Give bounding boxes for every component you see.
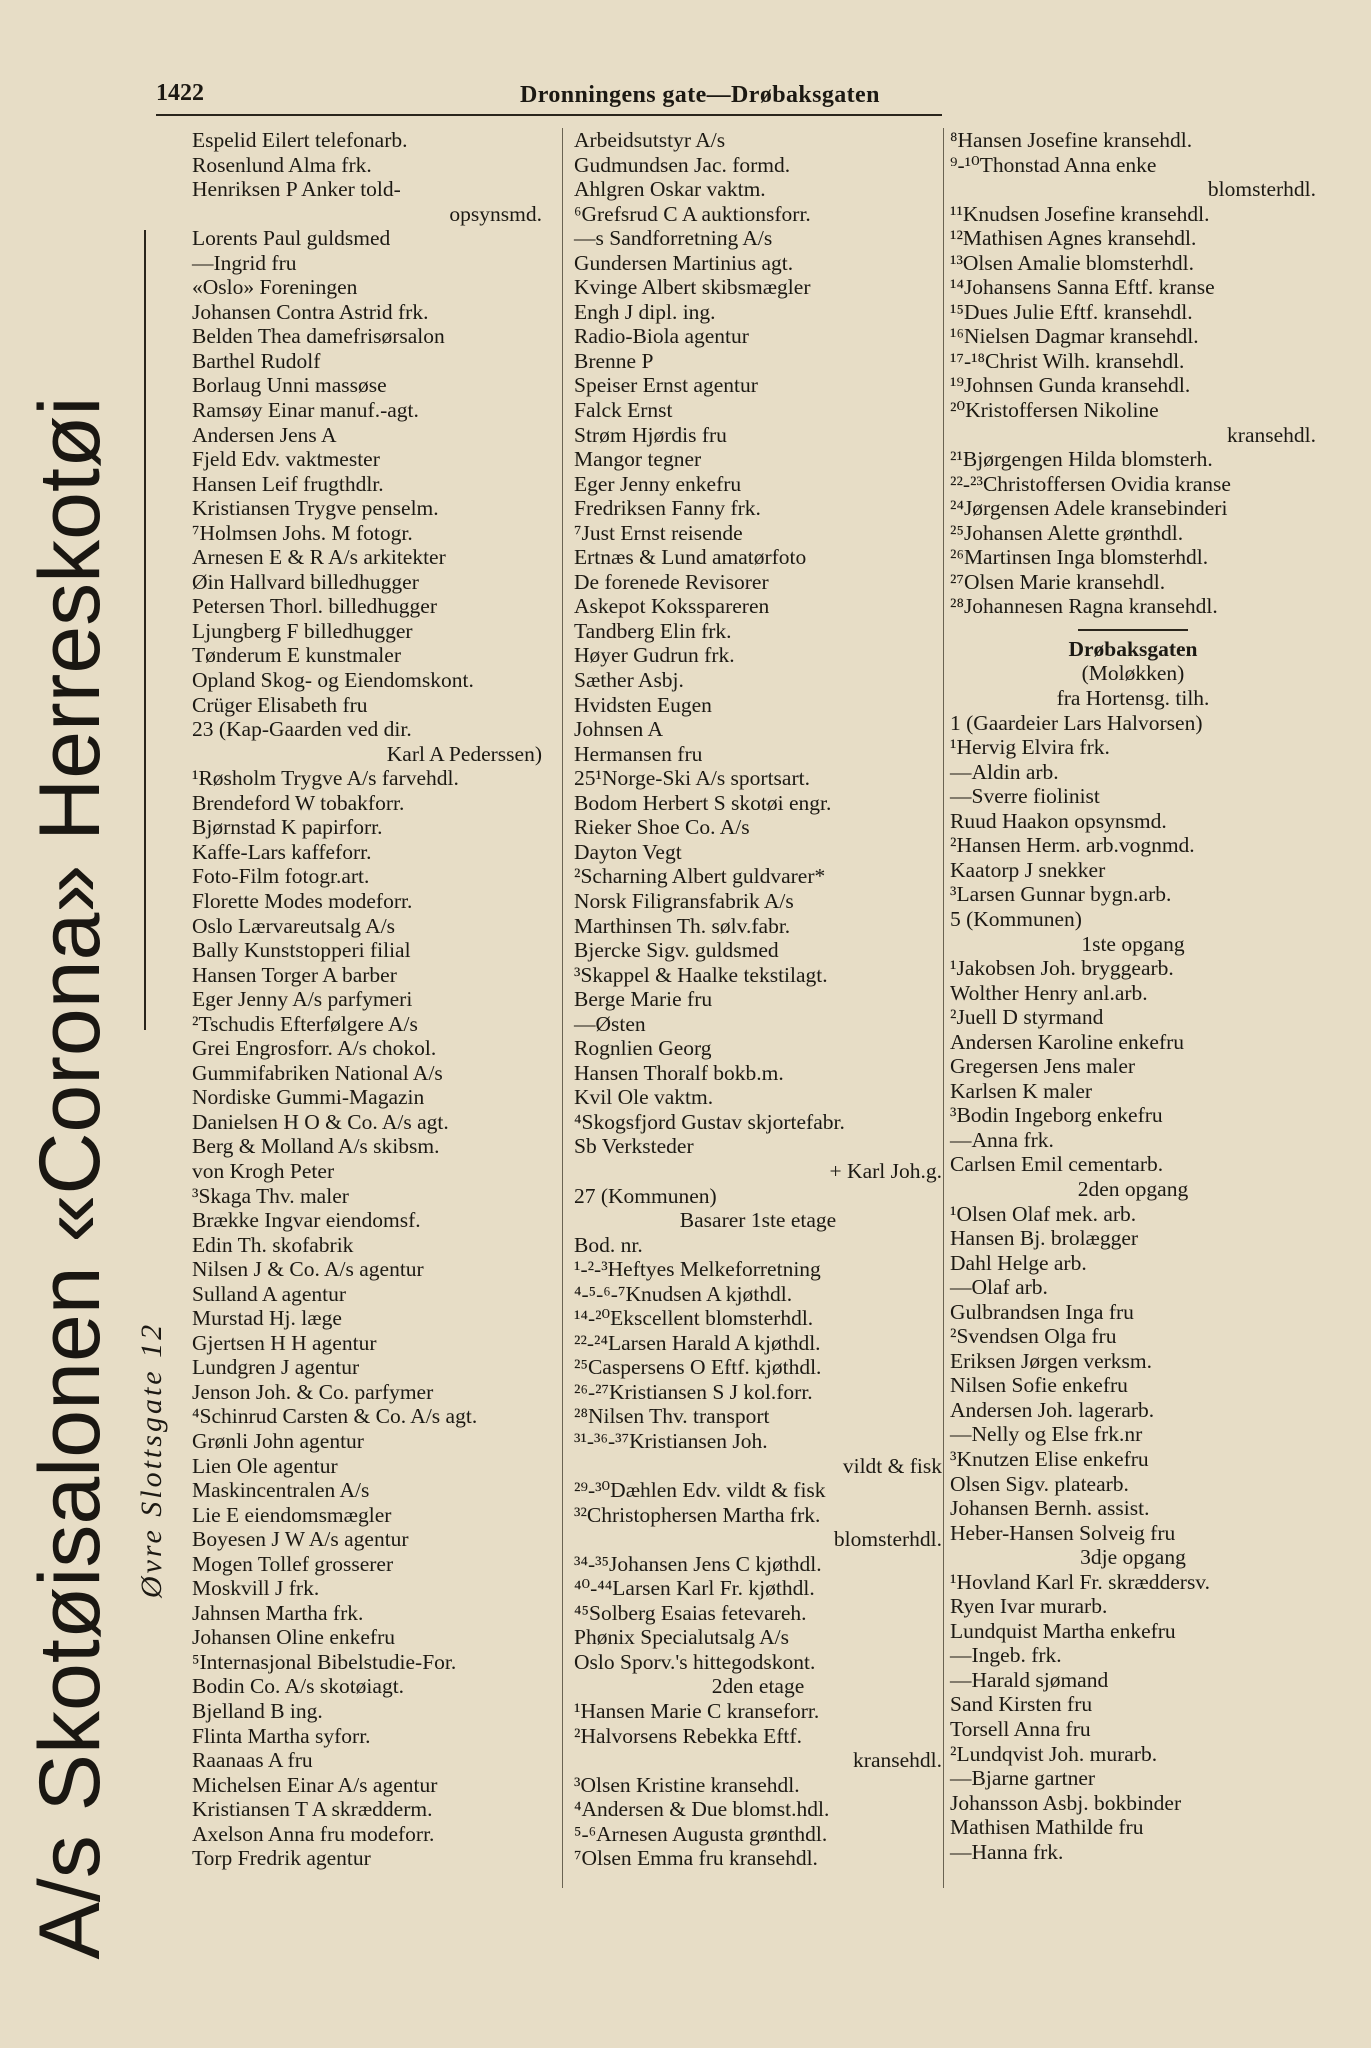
directory-entry: ³Skappel & Haalke tekstilagt. — [574, 962, 828, 987]
directory-entry: ²²-²³Christoffersen Ovidia kranse — [950, 471, 1231, 496]
directory-entry: 2den opgang — [1077, 1176, 1189, 1201]
directory-entry: ¹⁶Nielsen Dagmar kransehdl. — [950, 324, 1199, 349]
directory-entry: Askepot Koksspareren — [574, 594, 770, 619]
directory-entry: ²Juell D styrmand — [950, 1005, 1104, 1030]
directory-entry: Sæther Asbj. — [574, 668, 684, 693]
directory-entry: Kvinge Albert skibsmægler — [574, 275, 811, 300]
directory-entry: ¹³Olsen Amalie blomsterhdl. — [950, 250, 1194, 275]
directory-entry: Barthel Rudolf — [192, 348, 321, 373]
directory-entry: Lundquist Martha enkefru — [950, 1618, 1176, 1643]
directory-entry: ²Tschudis Efterfølgere A/s — [192, 1011, 418, 1036]
directory-entry: Eger Jenny A/s parfymeri — [192, 987, 413, 1012]
directory-entry: Crüger Elisabeth fru — [192, 692, 368, 717]
header-rule — [156, 114, 942, 116]
directory-entry: Andersen Karoline enkefru — [950, 1029, 1185, 1054]
directory-entry: ⁴-⁵-⁶-⁷Knudsen A kjøthdl. — [574, 1281, 793, 1306]
directory-entry: —Bjarne gartner — [950, 1766, 1096, 1791]
directory-entry: Gudmundsen Jac. formd. — [574, 152, 791, 177]
directory-entry: Berge Marie fru — [574, 987, 713, 1012]
directory-entry: Bjørnstad K papirforr. — [192, 815, 383, 840]
directory-entry: ²⁶Martinsen Inga blomsterhdl. — [950, 545, 1209, 570]
directory-entry: Kaffe-Lars kaffeforr. — [192, 839, 372, 864]
directory-entry: Ramsøy Einar manuf.-agt. — [192, 398, 419, 423]
side-advertisement — [0, 0, 168, 2048]
directory-entry: Høyer Gudrun frk. — [574, 643, 735, 668]
directory-entry: Norsk Filigransfabrik A/s — [574, 888, 794, 913]
directory-entry: Torp Fredrik agentur — [192, 1846, 371, 1871]
directory-entry: ¹-²-³Heftyes Melkeforretning — [574, 1257, 821, 1282]
directory-entry: Engh J dipl. ing. — [574, 299, 716, 324]
directory-entry: Moskvill J frk. — [192, 1576, 320, 1601]
directory-entry: Ryen Ivar murarb. — [950, 1594, 1108, 1619]
directory-entry: Eger Jenny enkefru — [574, 471, 742, 496]
directory-entry: ³²Christophersen Martha frk. — [574, 1502, 821, 1527]
page-number: 1422 — [156, 80, 204, 106]
directory-entry: ⁵Internasjonal Bibelstudie-For. — [192, 1649, 457, 1674]
directory-entry: vildt & fisk — [842, 1453, 942, 1478]
directory-entry: Michelsen Einar A/s agentur — [192, 1772, 438, 1797]
directory-entry: Bod. nr. — [574, 1232, 643, 1257]
directory-entry: ²Halvorsens Rebekka Eftf. — [574, 1723, 802, 1748]
directory-entry: ¹⁵Dues Julie Eftf. kransehdl. — [950, 299, 1193, 324]
directory-entry: 5 (Kommunen) — [950, 906, 1082, 931]
directory-entry: Bodin Co. A/s skotøiagt. — [192, 1674, 405, 1699]
directory-entry: ¹⁴-²⁰Ekscellent blomsterhdl. — [574, 1306, 814, 1331]
directory-entry: kransehdl. — [1227, 422, 1316, 447]
directory-entry: 27 (Kommunen) — [574, 1183, 717, 1208]
directory-entry: Phønix Specialutsalg A/s — [574, 1625, 789, 1650]
directory-entry: Johansen Contra Astrid frk. — [192, 299, 429, 324]
directory-entry: —Nelly og Else frk.nr — [950, 1422, 1143, 1447]
directory-entry: Borlaug Unni massøse — [192, 373, 387, 398]
directory-entry: Øin Hallvard billedhugger — [192, 569, 419, 594]
directory-entry: Torsell Anna fru — [950, 1717, 1091, 1741]
column-divider — [943, 128, 944, 1888]
directory-entry: Kristiansen T A skrædderm. — [192, 1797, 433, 1822]
directory-entry: ³¹-³⁶-³⁷Kristiansen Joh. — [574, 1428, 768, 1453]
directory-entry: Dayton Vegt — [574, 839, 682, 864]
directory-entry: Karl A Pederssen) — [386, 741, 542, 766]
directory-entry: ⁴Andersen & Due blomst.hdl. — [574, 1797, 830, 1822]
directory-entry: Bally Kunststopperi filial — [192, 938, 411, 963]
directory-entry: ²Svendsen Olga fru — [950, 1324, 1117, 1349]
directory-entry: Rosenlund Alma frk. — [192, 152, 372, 177]
directory-entry: ¹⁹Johnsen Gunda kransehdl. — [950, 373, 1191, 398]
directory-entry: ²⁵Caspersens O Eftf. kjøthdl. — [574, 1355, 822, 1380]
directory-entry: ¹Hovland Karl Fr. skræddersv. — [950, 1569, 1211, 1594]
directory-entry: Sand Kirsten fru — [950, 1692, 1093, 1717]
directory-entry: Andersen Jens A — [192, 422, 337, 447]
directory-entry: Ljungberg F billedhugger — [192, 618, 413, 643]
directory-entry: ²⁵Johansen Alette grønthdl. — [950, 520, 1184, 545]
directory-entry: Arnesen E & R A/s arkitekter — [192, 545, 446, 570]
directory-entry: Jahnsen Martha frk. — [192, 1600, 364, 1625]
directory-entry: Sb Verksteder — [574, 1134, 694, 1159]
directory-entry: ⁴Schinrud Carsten & Co. A/s agt. — [192, 1404, 478, 1429]
directory-entry: Florette Modes modeforr. — [192, 888, 413, 913]
directory-entry: Lundgren J agentur — [192, 1355, 360, 1380]
directory-entry: Hansen Torger A barber — [192, 962, 397, 987]
directory-entry: Nilsen Sofie enkefru — [950, 1373, 1128, 1398]
directory-entry: blomsterhdl. — [833, 1527, 942, 1552]
directory-entry: Oslo Lærvareutsalg A/s — [192, 913, 396, 938]
directory-entry: Nilsen J & Co. A/s agentur — [192, 1257, 424, 1282]
directory-column-3 — [950, 128, 1316, 1864]
directory-entry: Hvidsten Eugen — [574, 692, 712, 717]
directory-entry: Jenson Joh. & Co. parfymer — [192, 1379, 434, 1404]
directory-entry: 3dje opgang — [1080, 1545, 1186, 1570]
directory-entry: Flinta Martha syforr. — [192, 1723, 371, 1748]
directory-entry: Fjeld Edv. vaktmester — [192, 447, 380, 472]
directory-entry: Wolther Henry anl.arb. — [950, 980, 1148, 1005]
directory-entry: Hansen Leif frugthdlr. — [192, 471, 384, 496]
directory-entry: Johnsen A — [574, 717, 663, 742]
page-title: Dronningens gate—Drøbaksgaten — [520, 82, 880, 108]
directory-entry: Ahlgren Oskar vaktm. — [574, 177, 766, 202]
directory-entry: ³Bodin Ingeborg enkefru — [950, 1103, 1163, 1128]
directory-entry: ²Hansen Herm. arb.vognmd. — [950, 833, 1195, 858]
directory-entry: Opland Skog- og Eiendomskont. — [192, 668, 474, 693]
directory-entry: Lie E eiendomsmægler — [192, 1502, 392, 1527]
directory-entry: Radio-Biola agentur — [574, 324, 749, 349]
directory-entry: Sulland A agentur — [192, 1281, 347, 1306]
directory-entry: fra Hortensg. tilh. — [1056, 686, 1210, 711]
directory-entry: Gummifabriken National A/s — [192, 1060, 443, 1085]
directory-entry: ⁶Grefsrud C A auktionsforr. — [574, 201, 811, 226]
directory-entry: Grønli John agentur — [192, 1428, 364, 1453]
advertisement-address: Øvre Slottsgate 12 — [135, 1321, 168, 1599]
directory-entry: Oslo Sporv.'s hittegodskont. — [574, 1649, 816, 1674]
directory-entry: Dahl Helge arb. — [950, 1250, 1087, 1275]
directory-entry: Edin Th. skofabrik — [192, 1232, 354, 1257]
directory-entry: Heber-Hansen Solveig fru — [950, 1520, 1176, 1545]
directory-entry: Foto-Film fotogr.art. — [192, 864, 370, 889]
directory-entry: ¹¹Knudsen Josefine kransehdl. — [950, 201, 1210, 226]
directory-entry: ²⁰Kristoffersen Nikoline — [950, 398, 1159, 423]
directory-entry: Brendeford W tobakforr. — [192, 790, 405, 815]
directory-entry: Lorents Paul guldsmed — [192, 226, 391, 251]
directory-entry: Hermansen fru — [574, 741, 703, 766]
directory-entry: Belden Thea damefrisørsalon — [192, 324, 445, 349]
directory-entry: —Harald sjømand — [950, 1667, 1109, 1692]
directory-entry: Brække Ingvar eiendomsf. — [192, 1208, 421, 1233]
directory-entry: ⁴⁵Solberg Esaias fetevareh. — [574, 1600, 807, 1625]
directory-entry: Tønderum E kunstmaler — [192, 643, 401, 668]
directory-entry: Strøm Hjørdis fru — [574, 422, 727, 447]
directory-entry: Basarer 1ste etage — [679, 1208, 837, 1233]
directory-entry: ²⁸Nilsen Thv. transport — [574, 1404, 770, 1429]
directory-entry: Mangor tegner — [574, 447, 702, 472]
directory-entry: Gundersen Martinius agt. — [574, 250, 794, 275]
directory-entry: Axelson Anna fru modeforr. — [192, 1821, 435, 1846]
directory-entry: 1 (Gaardeier Lars Halvorsen) — [950, 710, 1203, 735]
directory-entry: ¹Olsen Olaf mek. arb. — [950, 1201, 1137, 1226]
directory-entry: ²⁶-²⁷Kristiansen S J kol.forr. — [574, 1379, 813, 1404]
directory-entry: ³Olsen Kristine kransehdl. — [574, 1772, 800, 1797]
directory-entry: Mathisen Mathilde fru — [950, 1815, 1144, 1840]
directory-entry: —Hanna frk. — [950, 1839, 1064, 1864]
directory-entry: (Moløkken) — [1081, 661, 1185, 686]
directory-entry: Henriksen P Anker told- — [192, 177, 401, 202]
directory-entry: 23 (Kap-Gaarden ved dir. — [192, 717, 412, 742]
directory-entry: von Krogh Peter — [192, 1158, 335, 1183]
directory-entry: Raanaas A fru — [192, 1748, 313, 1773]
directory-entry: + Karl Joh.g. — [829, 1158, 942, 1183]
directory-entry: Gregersen Jens maler — [950, 1054, 1136, 1079]
directory-entry: —Østen — [574, 1011, 646, 1036]
directory-column-1 — [192, 128, 542, 1871]
directory-entry: Nordiske Gummi-Magazin — [192, 1085, 425, 1110]
directory-entry: Hansen Thoralf bokb.m. — [574, 1060, 784, 1085]
directory-entry: opsynsmd. — [449, 201, 542, 226]
directory-entry: ⁹-¹⁰Thonstad Anna enke — [950, 152, 1157, 177]
directory-entry: Drøbaksgaten — [1068, 636, 1198, 661]
directory-entry: ²Lundqvist Joh. murarb. — [950, 1741, 1158, 1766]
directory-entry: Andersen Joh. lagerarb. — [950, 1397, 1155, 1422]
directory-entry: Petersen Thorl. billedhugger — [192, 594, 438, 619]
directory-entry: Olsen Sigv. platearb. — [950, 1471, 1129, 1496]
directory-entry: Danielsen H O & Co. A/s agt. — [192, 1109, 449, 1134]
directory-entry: Rieker Shoe Co. A/s — [574, 815, 750, 840]
directory-entry: Fredriksen Fanny frk. — [574, 496, 761, 521]
directory-entry: Hansen Bj. brolægger — [950, 1226, 1139, 1251]
directory-entry: 1ste opgang — [1081, 931, 1185, 956]
directory-entry: ⁷Holmsen Johs. M fotogr. — [192, 520, 413, 545]
directory-entry: ⁸Hansen Josefine kransehdl. — [950, 128, 1193, 152]
directory-entry: ³Skaga Thv. maler — [192, 1183, 349, 1208]
directory-entry: Arbeidsutstyr A/s — [574, 128, 726, 152]
directory-entry: Ertnæs & Lund amatørfoto — [574, 545, 807, 570]
directory-entry: Murstad Hj. læge — [192, 1306, 342, 1331]
directory-entry: ⁵-⁶Arnesen Augusta grønthdl. — [574, 1821, 828, 1846]
directory-entry: Bjercke Sigv. guldsmed — [574, 938, 779, 963]
directory-entry: Tandberg Elin frk. — [574, 618, 732, 643]
directory-entry: Mogen Tollef grosserer — [192, 1551, 394, 1576]
directory-entry: —Olaf arb. — [950, 1275, 1048, 1300]
directory-entry: Bodom Herbert S skotøi engr. — [574, 790, 832, 815]
directory-entry: ²⁹-³⁰Dæhlen Edv. vildt & fisk — [574, 1478, 826, 1503]
directory-entry: ¹²Mathisen Agnes kransehdl. — [950, 226, 1197, 251]
directory-entry: ¹Røsholm Trygve A/s farvehdl. — [192, 766, 459, 791]
directory-entry: De forenede Revisorer — [574, 569, 769, 594]
directory-entry: 25¹Norge-Ski A/s sportsart. — [574, 766, 810, 791]
directory-entry: ²⁷Olsen Marie kransehdl. — [950, 569, 1166, 594]
directory-entry: Kaatorp J snekker — [950, 857, 1106, 882]
directory-entry: ¹⁷-¹⁸Christ Wilh. kransehdl. — [950, 348, 1185, 373]
directory-entry: Karlsen K maler — [950, 1078, 1093, 1103]
directory-entry: Speiser Ernst agentur — [574, 373, 758, 398]
directory-entry: Lien Ole agentur — [192, 1453, 338, 1478]
directory-entry: Marthinsen Th. sølv.fabr. — [574, 913, 791, 938]
directory-entry: —s Sandforretning A/s — [574, 226, 773, 251]
directory-column-2 — [574, 128, 942, 1871]
directory-entry: Berg & Molland A/s skibsm. — [192, 1134, 440, 1159]
directory-entry: Maskincentralen A/s — [192, 1478, 370, 1503]
advertisement-main-text: A/s Skotøisalonen «Corona» Herreskotøi — [22, 396, 118, 1960]
directory-entry: ⁴Skogsfjord Gustav skjortefabr. — [574, 1109, 845, 1134]
directory-entry: ⁷Just Ernst reisende — [574, 520, 743, 545]
directory-entry: Rognlien Georg — [574, 1036, 712, 1061]
directory-entry: Johansson Asbj. bokbinder — [950, 1790, 1182, 1815]
section-rule — [1078, 629, 1188, 631]
directory-entry: —Sverre fiolinist — [950, 784, 1100, 809]
directory-entry: —Anna frk. — [950, 1127, 1054, 1152]
directory-entry: Kvil Ole vaktm. — [574, 1085, 714, 1110]
directory-entry: ⁴⁰-⁴⁴Larsen Karl Fr. kjøthdl. — [574, 1576, 815, 1601]
directory-entry: Grei Engrosforr. A/s chokol. — [192, 1036, 437, 1061]
directory-entry: ²¹Bjørgengen Hilda blomsterh. — [950, 447, 1213, 472]
directory-entry: Gulbrandsen Inga fru — [950, 1299, 1134, 1324]
directory-entry: ³Larsen Gunnar bygn.arb. — [950, 882, 1172, 907]
directory-entry: Gjertsen H H agentur — [192, 1330, 377, 1355]
directory-entry: ¹⁴Johansens Sanna Eftf. kranse — [950, 275, 1215, 300]
directory-entry: ⁷Olsen Emma fru kransehdl. — [574, 1846, 818, 1871]
column-divider — [562, 128, 563, 1888]
directory-entry: Boyesen J W A/s agentur — [192, 1527, 409, 1552]
directory-entry: Ruud Haakon opsynsmd. — [950, 808, 1167, 833]
directory-entry: —Ingrid fru — [192, 250, 297, 275]
directory-entry: ²⁸Johannesen Ragna kransehdl. — [950, 594, 1218, 619]
directory-entry: Brenne P — [574, 348, 654, 373]
directory-entry: Eriksen Jørgen verksm. — [950, 1348, 1153, 1373]
directory-entry: kransehdl. — [853, 1748, 942, 1773]
directory-entry: Espelid Eilert telefonarb. — [192, 128, 408, 152]
directory-entry: ¹Jakobsen Joh. bryggearb. — [950, 956, 1174, 981]
directory-entry: «Oslo» Foreningen — [192, 275, 358, 300]
directory-entry: ²⁴Jørgensen Adele kransebinderi — [950, 496, 1228, 521]
directory-entry: Carlsen Emil cementarb. — [950, 1152, 1164, 1177]
directory-entry: ¹Hervig Elvira frk. — [950, 735, 1110, 760]
directory-entry: ²Scharning Albert guldvarer* — [574, 864, 826, 889]
directory-entry: Johansen Oline enkefru — [192, 1625, 395, 1650]
directory-entry: —Aldin arb. — [950, 759, 1059, 784]
advertisement-rule — [144, 230, 146, 1030]
directory-entry: 2den etage — [711, 1674, 805, 1699]
directory-entry: Kristiansen Trygve penselm. — [192, 496, 439, 521]
directory-entry: Falck Ernst — [574, 398, 673, 423]
directory-entry: Bjelland B ing. — [192, 1699, 323, 1723]
directory-entry: blomsterhdl. — [1207, 177, 1316, 202]
directory-entry: ³Knutzen Elise enkefru — [950, 1446, 1149, 1471]
directory-entry: ²²-²⁴Larsen Harald A kjøthdl. — [574, 1330, 821, 1355]
directory-entry: Johansen Bernh. assist. — [950, 1496, 1150, 1521]
directory-entry: ¹Hansen Marie C kranseforr. — [574, 1699, 820, 1723]
directory-entry: —Ingeb. frk. — [950, 1643, 1062, 1668]
directory-entry: ³⁴-³⁵Johansen Jens C kjøthdl. — [574, 1551, 822, 1576]
